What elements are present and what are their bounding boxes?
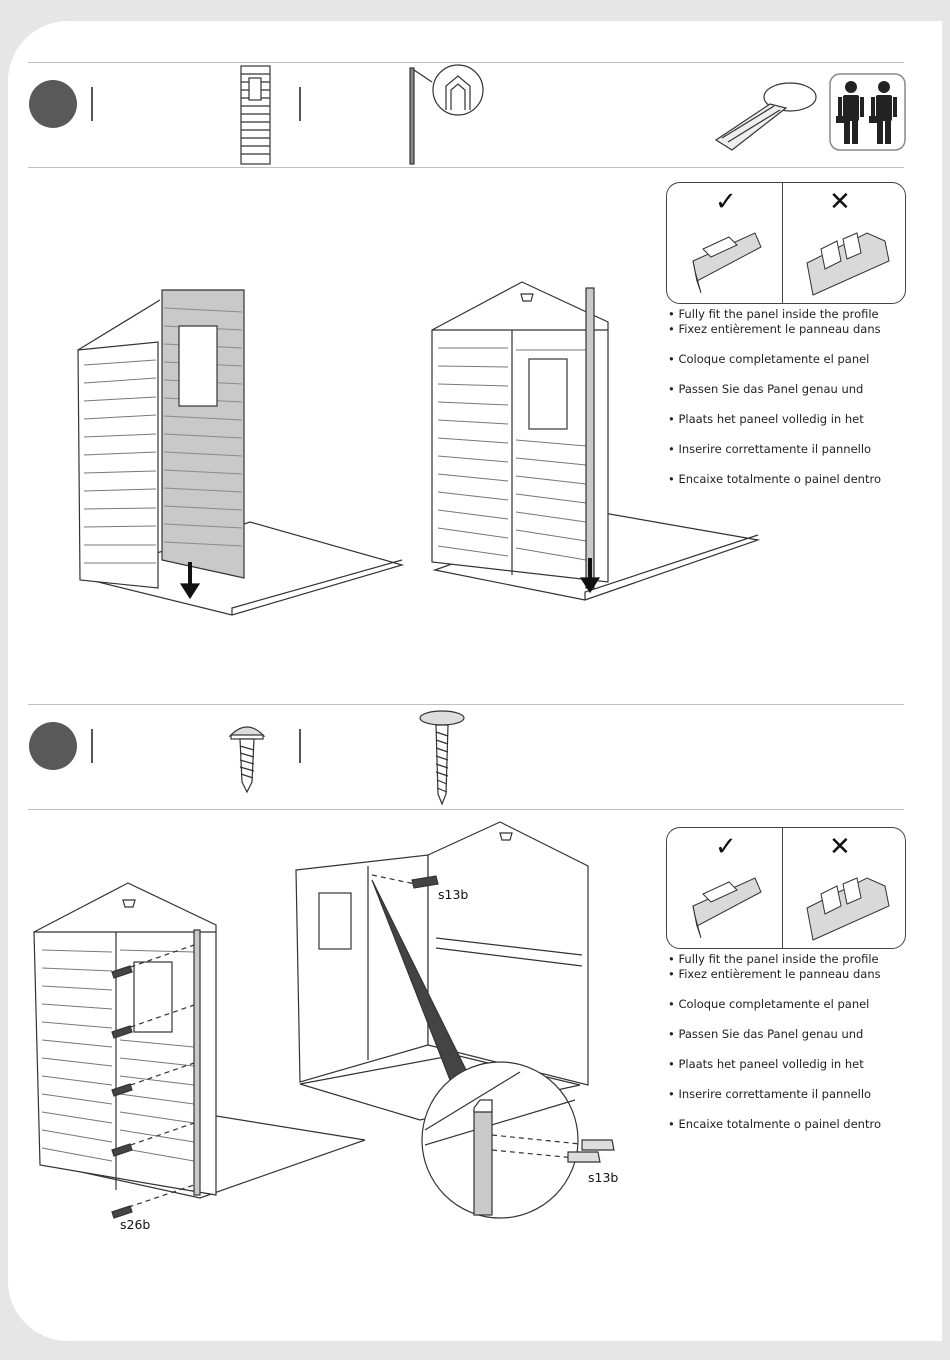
- tip-line: • Passen Sie das Panel genau und: [668, 1027, 864, 1041]
- tip-line: • Fully fit the panel inside the profile: [668, 307, 879, 321]
- tip-line: • Fixez entièrement le panneau dans: [668, 967, 881, 981]
- screw-zoom-label: s13b: [588, 1170, 619, 1185]
- correct-mark-icon: ✓: [715, 187, 737, 217]
- tip-line: • Plaats het paneel volledig in het: [668, 1057, 864, 1071]
- screw-top-label: s13b: [438, 887, 469, 902]
- wrong-mark-icon: ✕: [829, 187, 851, 217]
- step2-check-panel: [666, 827, 906, 949]
- wrong-mark-icon: ✕: [829, 832, 851, 862]
- tip-line: • Fully fit the panel inside the profile: [668, 952, 879, 966]
- correct-mark-icon: ✓: [715, 832, 737, 862]
- tip-line: • Coloque completamente el panel: [668, 997, 870, 1011]
- tip-line: • Coloque completamente el panel: [668, 352, 870, 366]
- tip-line: • Encaixe totalmente o painel dentro: [668, 472, 881, 486]
- profile-fit-diagram: [667, 828, 905, 948]
- tip-line: • Inserire correttamente il pannello: [668, 1087, 872, 1101]
- tip-line: • Encaixe totalmente o painel dentro: [668, 1117, 881, 1131]
- tip-line: • Passen Sie das Panel genau und: [668, 382, 864, 396]
- tip-line: • Plaats het paneel volledig in het: [668, 412, 864, 426]
- tip-line: • Fixez entièrement le panneau dans: [668, 322, 881, 336]
- screw-side-label: s26b: [120, 1217, 151, 1232]
- step2-tip-text: [668, 952, 908, 1132]
- tip-line: • Inserire correttamente il pannello: [668, 442, 872, 456]
